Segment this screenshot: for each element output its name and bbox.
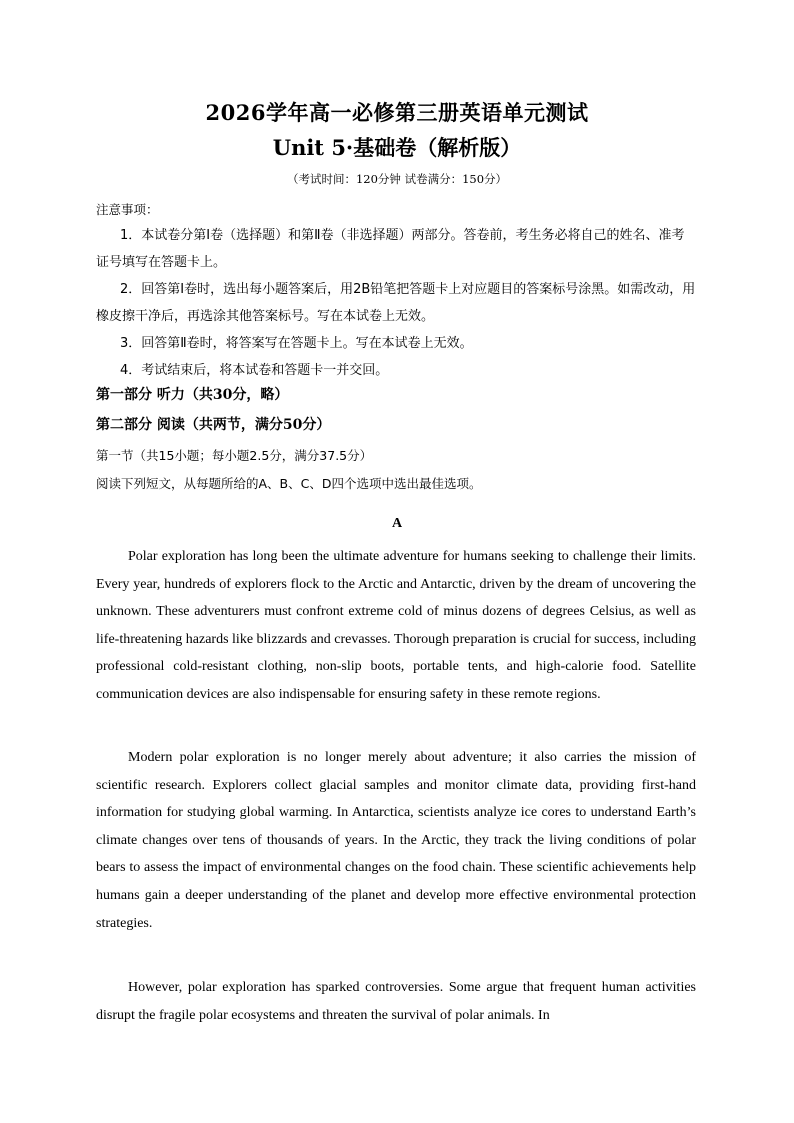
notice-heading: 注意事项： [96,202,159,217]
passage-paragraph-1: Polar exploration has long been the ultimate adventure for humans seeking to challenge their limits. Every year, hundreds of explorers flock to the Arctic and Antarctic, driven by the dream of uncovering the unknown. These adventurers must confront extreme cold of minus dozens of degrees Celsius, as well as life-threatening hazards like blizzards and crevasses. Thorough preparation is crucial for success, including professional cold-resistant clothing, non-slip boots, portable tents, and high-calorie food. Satellite communication devices are also indispensable for ensuring safety in these remote regions. [96,549,696,702]
notice-item-2: 2．回答第Ⅰ卷时，选出每小题答案后，用2B铅笔把答题卡上对应题目的答案标号涂黑。如需改动，用橡皮擦干净后，再选涂其他答案标号。写在本试卷上无效。 [96,282,696,324]
passage-paragraph-3: However, polar exploration has sparked controversies. Some argue that frequent human activities disrupt the fragile polar ecosystems and threaten the survival of polar animals. In [96,980,696,1023]
section-1-heading: 第一节（共15小题；每小题2.5分，满分37.5分） [96,448,373,463]
notice-item-1: 1．本试卷分第Ⅰ卷（选择题）和第Ⅱ卷（非选择题）两部分。答卷前，考生务必将自己的姓名、准考证号填写在答题卡上。 [96,228,685,270]
notice-item-3: 3．回答第Ⅱ卷时，将答案写在答题卡上。写在本试卷上无效。 [120,336,473,351]
reading-instruction: 阅读下列短文，从每题所给的A、B、C、D四个选项中选出最佳选项。 [96,476,482,491]
notice-item-4: 4．考试结束后，将本试卷和答题卡一并交回。 [120,363,389,378]
exam-info: （考试时间：120分钟 试卷满分：150分） [286,172,508,186]
part-1-heading: 第一部分 听力（共30分，略） [96,387,289,403]
passage-paragraph-2: Modern polar exploration is no longer merely about adventure; it also carries the mission of scientific research. Explorers collect glacial samples and monitor climate data, providing first-hand information for studying global warming. In Antarctica, scientists analyze ice cores to understand Earth’s climate changes over tens of thousands of years. In the Arctic, they track the living conditions of polar bears to assess the impact of environmental changes on the food chain. These scientific achievements help humans gain a deeper understanding of the planet and develop more effective environmental protection strategies. [96,750,696,931]
part-2-heading: 第二部分 阅读（共两节，满分50分） [96,417,331,433]
passage-label: A [391,516,403,531]
unit-title: Unit 5·基础卷（解析版） [272,135,522,160]
exam-title: 2026学年高一必修第三册英语单元测试 [205,100,589,125]
